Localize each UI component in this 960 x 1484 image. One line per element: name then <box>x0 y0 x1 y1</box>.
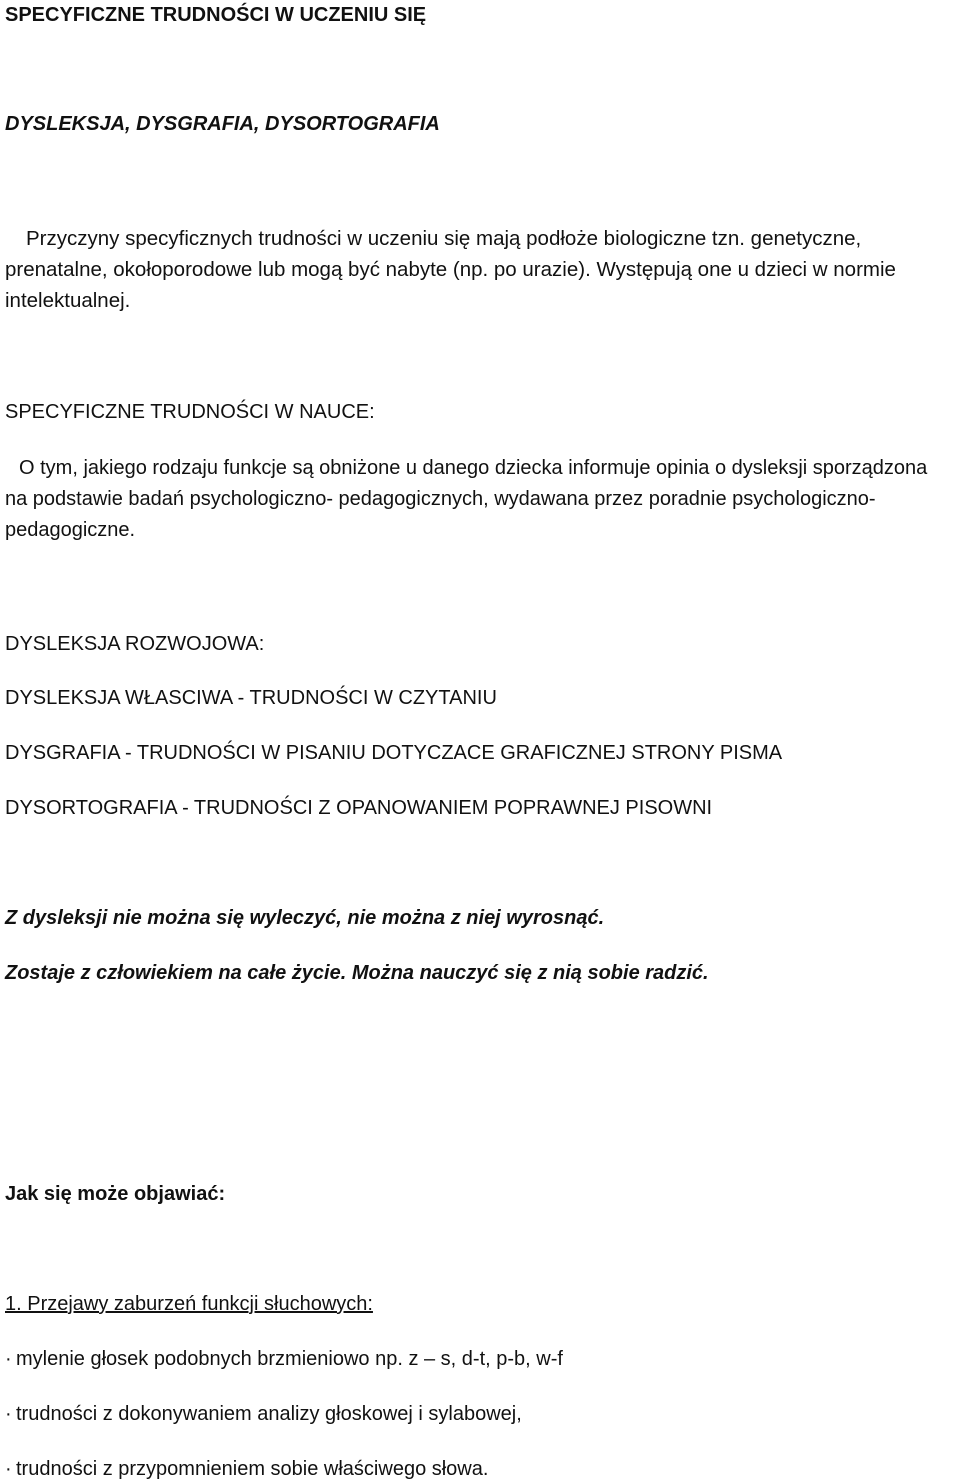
list-item-text: trudności z dokonywaniem analizy głoskowej i sylabowej, <box>16 1403 522 1425</box>
dyslexia-type-item: DYSGRAFIA - TRUDNOŚCI W PISANIU DOTYCZACE GRAFICZNEJ STRONY PISMA <box>5 742 783 764</box>
emphasis-line: Z dysleksji nie można się wyleczyć, nie można z niej wyrosnąć. <box>5 907 605 929</box>
emphasis-line: Zostaje z człowiekiem na całe życie. Można nauczyć się z nią sobie radzić. <box>5 962 709 984</box>
list-item <box>5 1403 522 1426</box>
intro-paragraph: Przyczyny specyficznych trudności w uczeniu się mają podłoże biologiczne tzn. genetyczne, prenatalne, okołoporodowe lub mogą być nabyte (np. po urazie). Występują one u dzieci w normie intelektualnej. <box>5 227 896 312</box>
document-subtitle: DYSLEKSJA, DYSGRAFIA, DYSORTOGRAFIA <box>5 113 440 135</box>
list-item-text: trudności z przypomnieniem sobie właściwego słowa. <box>16 1458 489 1480</box>
dyslexia-type-item: DYSORTOGRAFIA - TRUDNOŚCI Z OPANOWANIEM POPRAWNEJ PISOWNI <box>5 797 713 819</box>
bullet-dot-icon: · <box>5 1403 12 1425</box>
symptoms-heading: Jak się może objawiać: <box>5 1183 226 1205</box>
learning-difficulties-paragraph: O tym, jakiego rodzaju funkcje są obniżone u danego dziecka informuje opinia o dysleksji sporządzona na podstawie badań psychologiczno- pedagogicznych, wydawana przez poradnie psychologiczno- pedagogiczne. <box>5 457 928 541</box>
auditory-disorders-subheading: 1. Przejawy zaburzeń funkcji słuchowych: <box>5 1293 373 1315</box>
dyslexia-type-item: DYSLEKSJA WŁASCIWA - TRUDNOŚCI W CZYTANIU <box>5 687 497 709</box>
list-item <box>5 1348 563 1371</box>
document-title: SPECYFICZNE TRUDNOŚCI W UCZENIU SIĘ <box>5 4 427 26</box>
bullet-dot-icon: · <box>5 1348 12 1370</box>
learning-difficulties-heading: SPECYFICZNE TRUDNOŚCI W NAUCE: <box>5 401 375 423</box>
bullet-dot-icon: · <box>5 1458 12 1480</box>
list-item-text: mylenie głosek podobnych brzmieniowo np. z – s, d-t, p-b, w-f <box>16 1348 563 1370</box>
list-item <box>5 1458 488 1481</box>
developmental-dyslexia-heading: DYSLEKSJA ROZWOJOWA: <box>5 633 265 655</box>
